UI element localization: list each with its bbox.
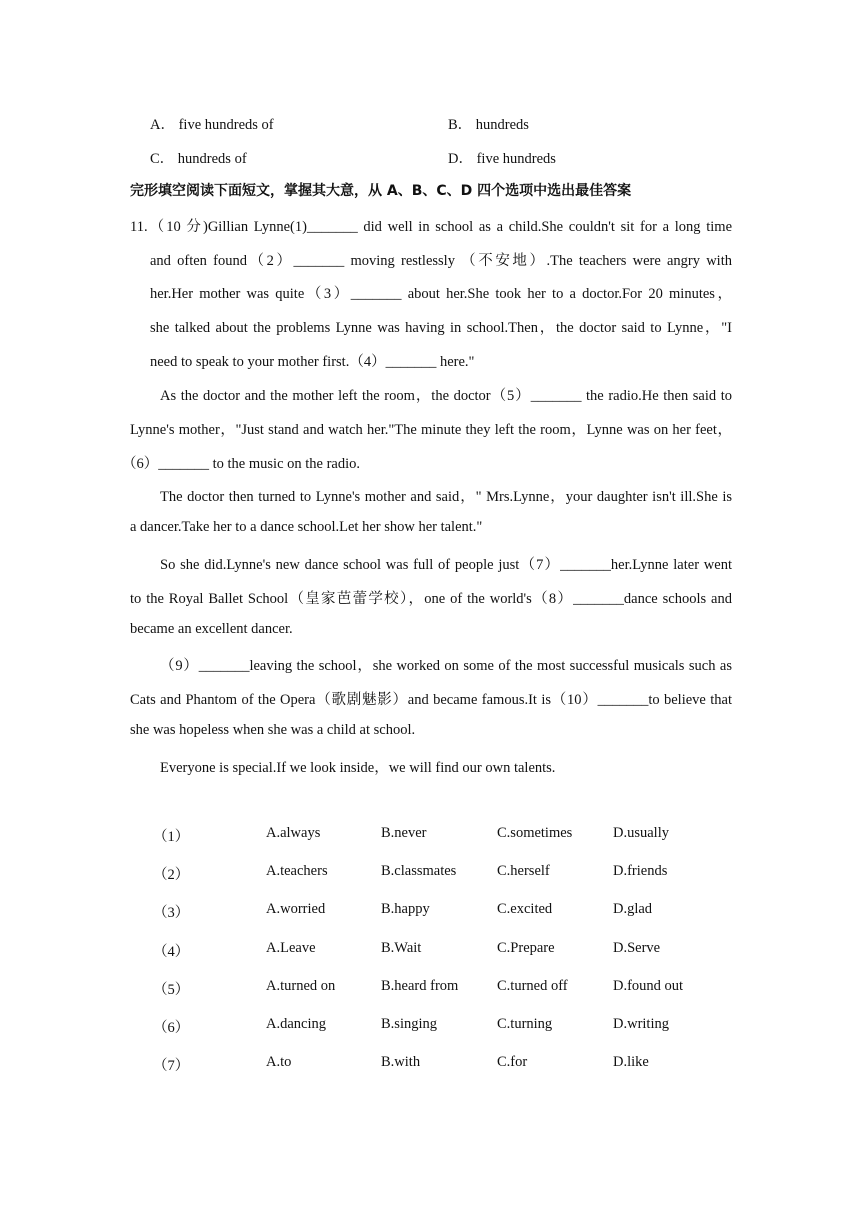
choice-a: A.Leave bbox=[266, 940, 316, 956]
choice-d: D.writing bbox=[613, 1016, 669, 1032]
choice-a: A.worried bbox=[266, 901, 326, 917]
passage-line: Lynne's mother，"Just stand and watch her."The minute they left the room，Lynne was on her feet， bbox=[130, 422, 732, 438]
choice-b: B.classmates bbox=[381, 863, 457, 879]
choice-c: C.excited bbox=[497, 901, 553, 917]
choice-c: C.herself bbox=[497, 863, 550, 879]
choice-d: D.friends bbox=[613, 863, 668, 879]
choice-b: B.Wait bbox=[381, 940, 422, 956]
question-number: （6） bbox=[153, 1020, 190, 1036]
question-number: （3） bbox=[153, 905, 190, 921]
choice-d: D.Serve bbox=[613, 940, 661, 956]
passage-line: a dancer.Take her to a dance school.Let her show her talent." bbox=[130, 519, 483, 535]
option-d: D． five hundreds bbox=[448, 151, 556, 167]
passage-line: （9）_______leaving the school，she worked on some of the most successful musicals such as bbox=[160, 658, 732, 674]
passage-line: and often found（2）_______ moving restlessly （不安地）.The teachers were angry with bbox=[150, 253, 732, 269]
passage-line: As the doctor and the mother left the room，the doctor（5）_______ the radio.He then said to bbox=[160, 388, 732, 404]
choice-a: A.turned on bbox=[266, 978, 336, 994]
passage-line: need to speak to your mother first.（4）_______ here." bbox=[150, 354, 475, 370]
choice-a: A.dancing bbox=[266, 1016, 326, 1032]
choice-b: B.happy bbox=[381, 901, 430, 917]
choice-b: B.singing bbox=[381, 1016, 437, 1032]
choice-a: A.teachers bbox=[266, 863, 328, 879]
option-b: B． hundreds bbox=[448, 117, 529, 133]
choice-d: D.usually bbox=[613, 825, 669, 841]
option-a: A． five hundreds of bbox=[150, 117, 274, 133]
choice-d: D.glad bbox=[613, 901, 653, 917]
choice-c: C.turning bbox=[497, 1016, 553, 1032]
question-number: （4） bbox=[153, 944, 190, 960]
question-number: （1） bbox=[153, 829, 190, 845]
choice-c: C.sometimes bbox=[497, 825, 573, 841]
question-number: （2） bbox=[153, 867, 190, 883]
choice-d: D.like bbox=[613, 1054, 649, 1070]
passage-line: The doctor then turned to Lynne's mother and said，" Mrs.Lynne，your daughter isn't ill.She is bbox=[160, 489, 732, 505]
choice-d: D.found out bbox=[613, 978, 684, 994]
passage-line: her.Her mother was quite（3）_______ about her.She took her to a doctor.For 20 minutes， bbox=[150, 286, 732, 302]
choice-b: B.never bbox=[381, 825, 427, 841]
question-number: （5） bbox=[153, 982, 190, 998]
passage-line: （6）_______ to the music on the radio. bbox=[122, 456, 361, 472]
passage-line: became an excellent dancer. bbox=[130, 621, 293, 637]
passage-line: Cats and Phantom of the Opera（歌剧魅影）and became famous.It is（10）_______to believe that bbox=[130, 692, 732, 708]
question-number: （7） bbox=[153, 1058, 190, 1074]
choice-c: C.for bbox=[497, 1054, 528, 1070]
passage-line: she was hopeless when she was a child at school. bbox=[130, 722, 416, 738]
choice-a: A.always bbox=[266, 825, 321, 841]
section-heading: 完形填空阅读下面短文，掌握其大意，从 A、B、C、D 四个选项中选出最佳答案 bbox=[130, 183, 632, 199]
passage-line: to the Royal Ballet School（皇家芭蕾学校），one of the world's（8）_______dance schools and bbox=[130, 591, 732, 607]
option-c: C． hundreds of bbox=[150, 151, 247, 167]
passage-line: 11.（10 分)Gillian Lynne(1)_______ did well in school as a child.She couldn't sit for a long time bbox=[130, 219, 732, 235]
passage-line: Everyone is special.If we look inside，we will find our own talents. bbox=[160, 760, 556, 776]
choice-a: A.to bbox=[266, 1054, 292, 1070]
passage-line: So she did.Lynne's new dance school was full of people just（7）_______her.Lynne later went bbox=[160, 557, 732, 573]
passage-line: she talked about the problems Lynne was having in school.Then，the doctor said to Lynne，"I bbox=[150, 320, 732, 336]
choice-c: C.turned off bbox=[497, 978, 568, 994]
choice-b: B.with bbox=[381, 1054, 421, 1070]
choice-c: C.Prepare bbox=[497, 940, 555, 956]
choice-b: B.heard from bbox=[381, 978, 459, 994]
